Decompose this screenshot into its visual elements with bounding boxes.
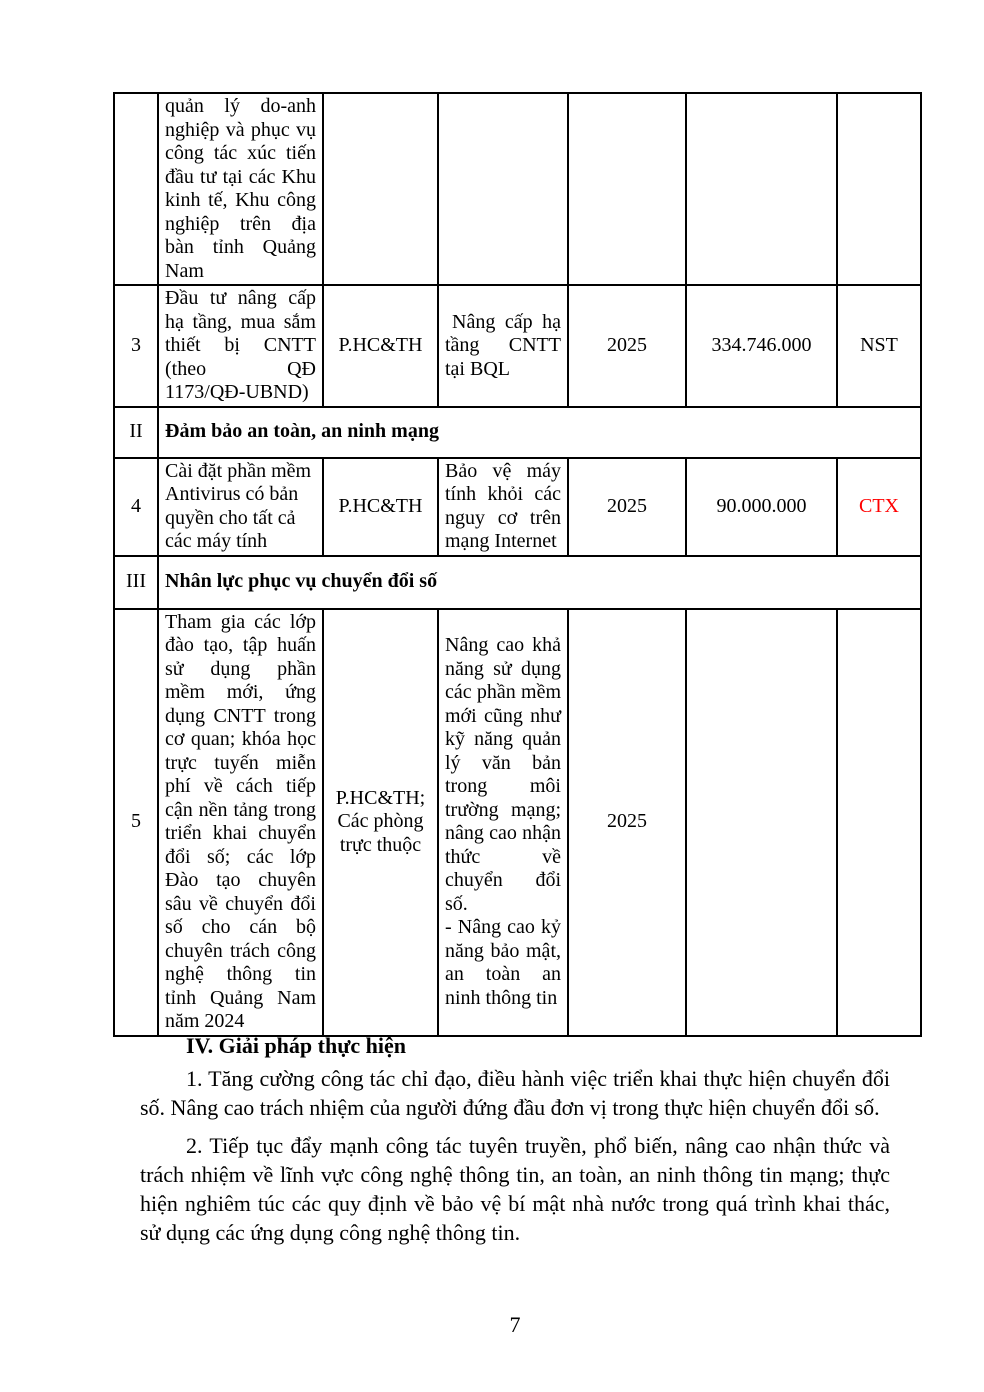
table-section-row — [114, 556, 921, 609]
source-cell: NST — [837, 285, 921, 407]
section-iv — [140, 1031, 890, 1256]
unit-cell: P.HC&TH — [323, 285, 438, 407]
task-cell: Cài đặt phần mềm Antivirus có bản quyền cho tất cả các máy tính — [158, 458, 323, 556]
row-number-cell: 3 — [114, 285, 158, 407]
objective-cell — [438, 93, 568, 285]
row-number-cell: III — [114, 556, 158, 609]
row-number-cell: 4 — [114, 458, 158, 556]
budget-cell: 90.000.000 — [686, 458, 837, 556]
page-number: 7 — [509, 1312, 521, 1337]
budget-cell: 334.746.000 — [686, 285, 837, 407]
budget-cell — [686, 93, 837, 285]
row-number-cell: 5 — [114, 609, 158, 1036]
objective-cell — [438, 609, 568, 1036]
section-title-cell: Đảm bảo an toàn, an ninh mạng — [158, 407, 921, 458]
body-paragraph: 1. Tăng cường công tác chỉ đạo, điều hành việc triển khai thực hiện chuyển đổi số. Nâng cao trách nhiệm của người đứng đầu đơn vị trong thực hiện chuyển đổi số. — [140, 1066, 890, 1120]
year-cell — [568, 93, 686, 285]
source-cell — [837, 93, 921, 285]
year-cell: 2025 — [568, 458, 686, 556]
task-cell: Đầu tư nâng cấp hạ tầng, mua sắm thiết bị CNTT (theo QĐ 1173/QĐ-UBND) — [158, 285, 323, 407]
table-row — [114, 285, 921, 407]
objective-paragraph: - Nâng cao kỷ năng bảo mật, an toàn an ninh thông tin — [445, 916, 561, 1009]
table-row — [114, 609, 921, 1036]
unit-cell: P.HC&TH; Các phòng trực thuộc — [323, 609, 438, 1036]
objective-cell: Nâng cấp hạ tầng CNTT tại BQL — [438, 285, 568, 407]
year-cell: 2025 — [568, 609, 686, 1036]
row-number-cell: II — [114, 407, 158, 458]
row-number-cell — [114, 93, 158, 285]
plan-table — [113, 92, 922, 1037]
table-row — [114, 93, 921, 285]
objective-paragraph: Nâng cao khả năng sử dụng các phần mềm mới cũng như kỹ năng quản lý văn bản trong môi trường mạng; nâng cao nhận thức về chuyển đổi số. — [445, 634, 561, 915]
task-cell: quản lý do-anh nghiệp và phục vụ công tác xúc tiến đầu tư tại các Khu kinh tế, Khu công nghiệp trên địa bàn tỉnh Quảng Nam — [158, 93, 323, 285]
body-paragraph: 2. Tiếp tục đẩy mạnh công tác tuyên truyền, phổ biến, nâng cao nhận thức và trách nhiệm về lĩnh vực công nghệ thông tin, an toàn, an ninh thông tin mạng; thực hiện nghiêm túc các quy định về bảo vệ bí mật nhà nước trong quá trình khai thác, sử dụng các ứng dụng công nghệ thông tin. — [140, 1133, 890, 1245]
table-section-row — [114, 407, 921, 458]
table-row — [114, 458, 921, 556]
source-cell: CTX — [837, 458, 921, 556]
unit-cell: P.HC&TH — [323, 458, 438, 556]
objective-cell: Bảo vệ máy tính khỏi các nguy cơ trên mạng Internet — [438, 458, 568, 556]
section-heading: IV. Giải pháp thực hiện — [186, 1033, 407, 1058]
budget-cell — [686, 609, 837, 1036]
section-title-cell: Nhân lực phục vụ chuyển đổi số — [158, 556, 921, 609]
task-cell: Tham gia các lớp đào tạo, tập huấn sử dụng phần mềm mới, ứng dụng CNTT trong cơ quan; khóa học trực tuyến miễn phí về cách tiếp cận nền tảng trong triển khai chuyển đổi số; các lớp Đào tạo chuyên sâu về chuyển đổi số cho cán bộ chuyên trách công nghệ thông tin tỉnh Quảng Nam năm 2024 — [158, 609, 323, 1036]
year-cell: 2025 — [568, 285, 686, 407]
source-cell — [837, 609, 921, 1036]
unit-cell — [323, 93, 438, 285]
